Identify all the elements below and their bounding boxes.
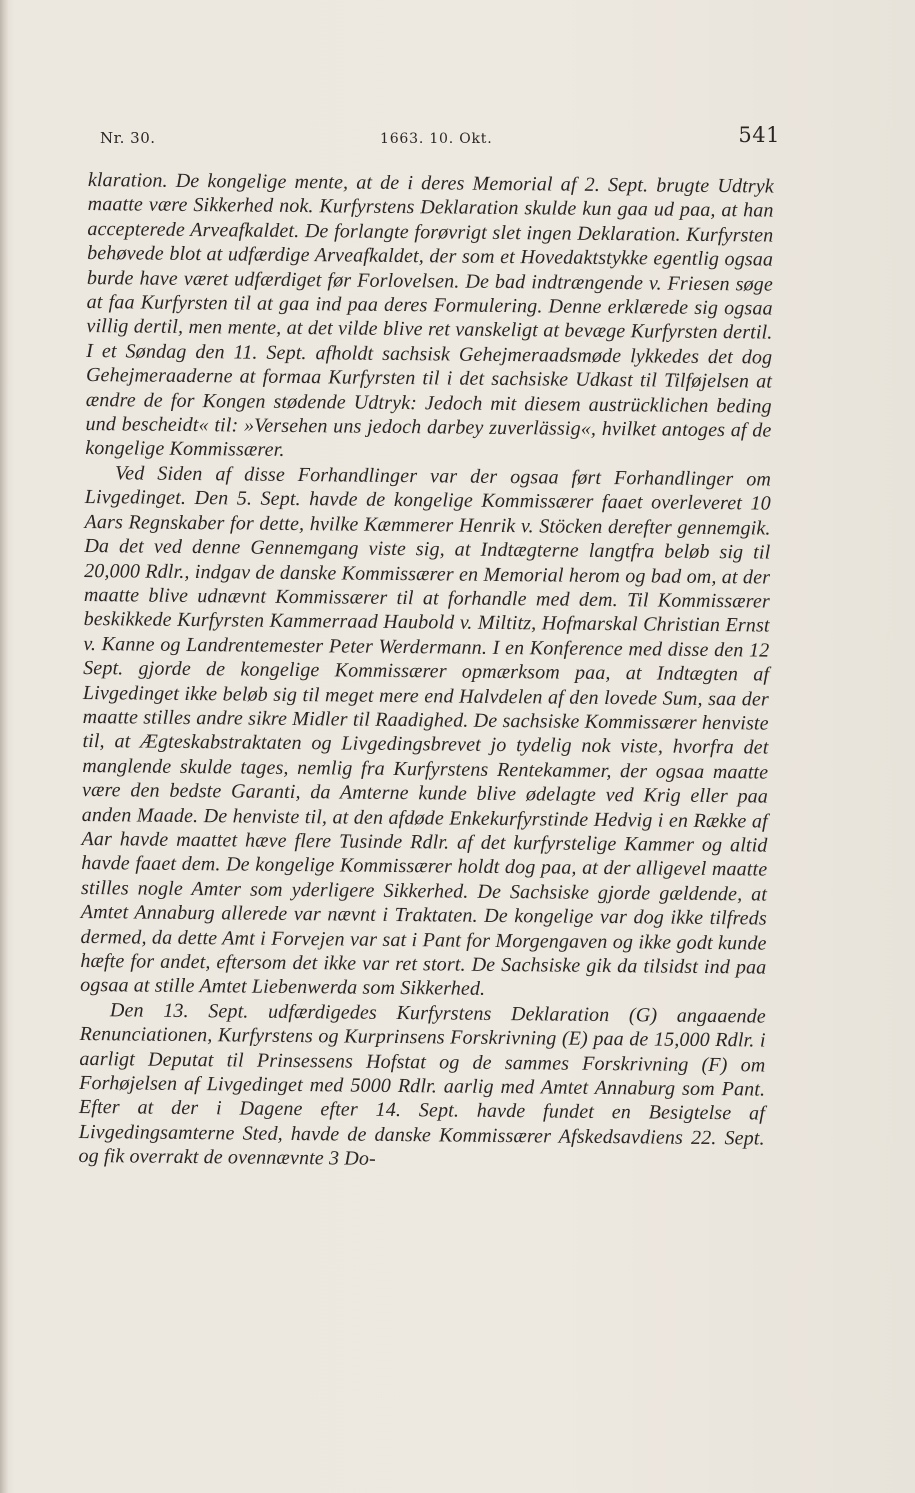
body-text bbox=[78, 168, 774, 1175]
paragraph-livgeding: Ved Siden af disse Forhandlinger var der ogsaa ført Forhandlinger om Livgedinget. Den 5. Sept. havde de kongelige Kommissærer faaet overleveret 10 Aars Regnskaber for dette, hvilke Kæmmerer Henrik v. Stöcken derefter gennemgik. Da det ved denne Gennemgang viste sig, at Indtægterne langtfra beløb sig til 20,000 Rdlr., indgav de danske Kommissærer en Memorial herom og bad om, at der maatte blive udnævnt Kommissærer til at forhandle med dem. Til Kommissærer beskikkede Kurfyrsten Kammerraad Haubold v. Miltitz, Hofmarskal Christian Ernst v. Kanne og Landrentemester Peter Werdermann. I en Konference med disse den 12 Sept. gjorde de kongelige Kommissærer opmærksom paa, at Indtægten af Livgedinget ikke beløb sig til meget mere end Halvdelen af den lovede Sum, saa der maatte stilles andre sikre Midler til Raadighed. De sachsiske Kommissærer henviste til, at Ægteskabstraktaten og Livgedingsbrevet jo tydelig nok viste, hvorfra det manglende skulde tages, nemlig fra Kurfyrstens Rentekammer, der ogsaa maatte være den bedste Garanti, da Amterne kunde blive ødelagte ved Krig eller paa anden Maade. De henviste til, at den afdøde Enkekurfyrstinde Hedvig i en Række af Aar havde maattet hæve flere Tusinde Rdlr. af det kurfyrstelige Kammer og altid havde faaet dem. De kongelige Kommissærer holdt dog paa, at der alligevel maatte stilles nogle Amter som yderligere Sikkerhed. De Sachsiske gjorde gældende, at Amtet Annaburg allerede var nævnt i Traktaten. De kongelige var dog ikke tilfreds dermed, da dette Amt i Forvejen var sat i Pant for Morgengaven og ikke godt kunde hæfte for andet, eftersom det ikke var ret stort. De Sachsiske gik da tilsidst ind paa ogsaa at stille Amtet Liebenwerda som Sikkerhed. bbox=[80, 462, 772, 1001]
page-number: 541 bbox=[738, 123, 780, 147]
header-date: 1663. 10. Okt. bbox=[380, 131, 493, 147]
paragraph-continuation: klaration. De kongelige mente, at de i deres Memorial af 2. Sept. brugte Udtryk maatte være Sikkerhed nok. Kurfyrstens Deklaration skulde kun gaa ud paa, at han accepterede Arveafkaldet. De forlangte forøvrigt slet ingen Deklaration. Kurfyrsten behøvede blot at udfærdige Arveafkaldet, der som et Hovedaktstykke egentlig ogsaa burde have været udfærdiget før Forlovelsen. De bad indtrængende v. Friesen søge at faa Kurfyrsten til at gaa ind paa deres Formulering. Denne erklærede sig ogsaa villig dertil, men mente, at det vilde blive ret vanskeligt at bevæge Kurfyrsten dertil. I et Søndag den 11. Sept. afholdt sachsisk Gehejmeraadsmøde lykkedes det dog Gehejmeraaderne at formaa Kurfyrsten til i det sachsiske Udkast til Tilføjelsen at ændre de for Kongen stødende Udtryk: Jedoch mit diesem austrücklichen beding und bescheidt« til: »Versehen uns jedoch darbey zuverlässig«, hvilket antoges af de kongelige Kommissærer. bbox=[85, 168, 774, 462]
paragraph-deklaration: Den 13. Sept. udfærdigedes Kurfyrstens Deklaration (G) angaaende Renunciationen, Kurfyrstens og Kurprinsens Forskrivning (E) paa de 15,000 Rdlr. i aarligt Deputat til Prinsessens Hofstat og de sammes Forskrivning (F) om Forhøjelsen af Livgedinget med 5000 Rdlr. aarlig med Amtet Annaburg som Pant. Efter at der i Dagene efter 14. Sept. havde fundet en Besigtelse af Livgedingsamterne Sted, havde de danske Kommissærer Afskedsavdiens 22. Sept. og fik overrakt de ovennævnte 3 Do- bbox=[78, 999, 766, 1171]
binding-edge bbox=[0, 0, 8, 1493]
running-header bbox=[100, 121, 790, 155]
document-number: Nr. 30. bbox=[100, 129, 156, 147]
